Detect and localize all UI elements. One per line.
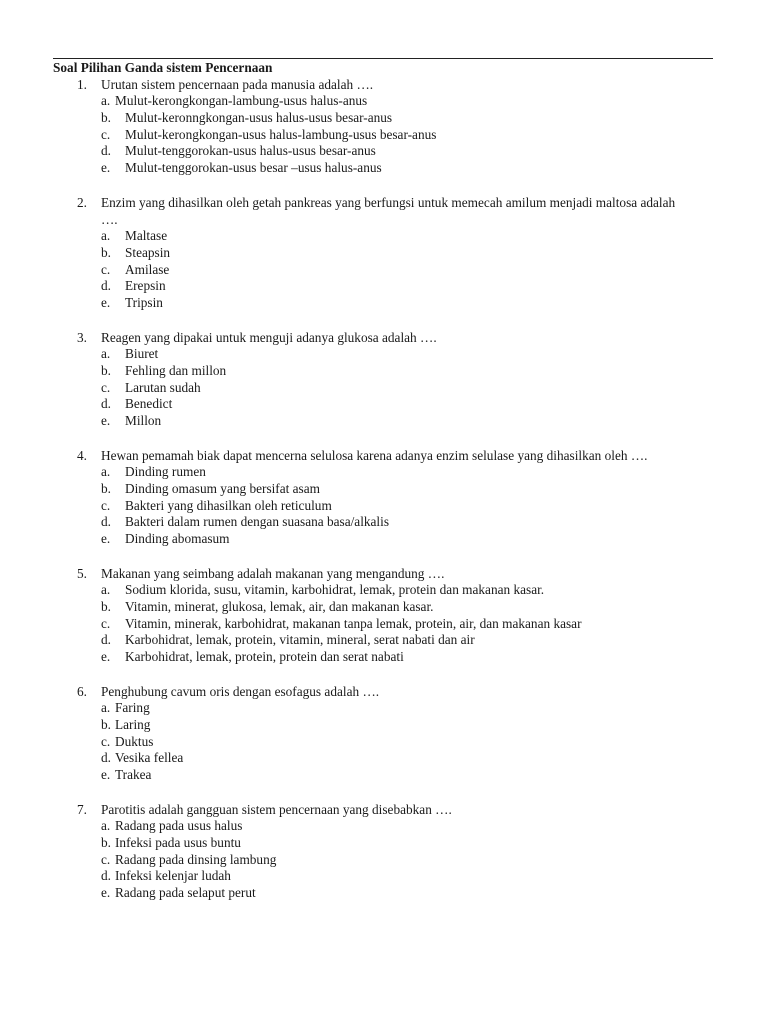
option-letter: d. <box>101 514 111 530</box>
question-number: 6. <box>77 683 87 699</box>
option-text: Faring <box>115 699 150 715</box>
option-letter: d. <box>101 632 111 648</box>
option-letter: b. <box>101 598 111 614</box>
option-text: Biuret <box>125 345 159 361</box>
answer-option <box>53 278 733 295</box>
option-text: Bakteri yang dihasilkan oleh reticulum <box>125 497 332 513</box>
answer-option <box>53 750 733 767</box>
answer-option <box>53 649 733 666</box>
option-text: Amilase <box>125 261 170 277</box>
answer-option <box>53 852 733 869</box>
answer-options <box>53 818 733 902</box>
answer-option <box>53 396 733 413</box>
answer-option <box>53 531 733 548</box>
option-letter: c. <box>101 126 111 142</box>
question-number: 7. <box>77 801 87 817</box>
question-7 <box>53 801 733 902</box>
option-text: Maltase <box>125 227 168 243</box>
option-letter: b. <box>101 109 111 125</box>
question-3 <box>53 329 733 447</box>
question-text: Enzim yang dihasilkan oleh getah pankreas yang berfungsi untuk memecah amilum menjadi maltosa adalah …. <box>101 194 676 227</box>
option-text: Dinding omasum yang bersifat asam <box>125 480 320 496</box>
option-letter: a. <box>101 227 111 243</box>
option-text: Karbohidrat, lemak, protein, vitamin, mineral, serat nabati dan air <box>125 632 475 648</box>
question-number: 3. <box>77 329 87 345</box>
answer-option <box>53 734 733 751</box>
option-text: Duktus <box>115 733 154 749</box>
option-letter: c. <box>101 261 111 277</box>
answer-option <box>53 363 733 380</box>
question-text: Urutan sistem pencernaan pada manusia adalah …. <box>101 77 374 92</box>
option-letter: d. <box>101 396 111 412</box>
option-letter: d. <box>101 143 111 159</box>
answer-options <box>53 93 733 177</box>
question-spacer <box>53 430 733 447</box>
option-letter: a. <box>101 817 111 833</box>
answer-option <box>53 127 733 144</box>
option-letter: b. <box>101 834 111 850</box>
option-text: Infeksi pada usus buntu <box>115 834 241 850</box>
option-text: Erepsin <box>125 278 166 294</box>
question-number: 4. <box>77 447 87 463</box>
option-text: Millon <box>125 413 162 429</box>
option-letter: c. <box>101 615 111 631</box>
answer-option <box>53 245 733 262</box>
answer-option <box>53 700 733 717</box>
option-letter: e. <box>101 531 111 547</box>
question-spacer <box>53 312 733 329</box>
answer-option <box>53 616 733 633</box>
option-text: Mulut-kerongkongan-usus halus-lambung-usus besar-anus <box>125 126 437 142</box>
option-letter: d. <box>101 278 111 294</box>
option-text: Dinding rumen <box>125 463 206 479</box>
answer-option <box>53 160 733 177</box>
question-spacer <box>53 784 733 801</box>
document-title: Soal Pilihan Ganda sistem Pencernaan <box>53 60 273 75</box>
option-letter: c. <box>101 497 111 513</box>
question-text: Reagen yang dipakai untuk menguji adanya glukosa adalah …. <box>101 329 437 345</box>
answer-options <box>53 582 733 666</box>
question-spacer <box>53 548 733 565</box>
option-text: Dinding abomasum <box>125 531 230 547</box>
option-letter: e. <box>101 295 111 311</box>
option-text: Mulut-kerongkongan-lambung-usus halus-anus <box>115 93 368 108</box>
option-text: Trakea <box>115 767 152 783</box>
question-stem <box>53 329 733 346</box>
answer-option <box>53 481 733 498</box>
question-stem <box>53 801 733 818</box>
option-letter: e. <box>101 413 111 429</box>
answer-option <box>53 868 733 885</box>
question-spacer <box>53 177 733 194</box>
answer-option <box>53 346 733 363</box>
option-text: Laring <box>115 716 151 732</box>
option-letter: b. <box>101 244 111 260</box>
answer-option <box>53 767 733 784</box>
question-2 <box>53 194 733 329</box>
answer-option <box>53 717 733 734</box>
question-stem <box>53 76 733 93</box>
question-text: Penghubung cavum oris dengan esofagus adalah …. <box>101 683 380 699</box>
question-5 <box>53 565 733 683</box>
question-spacer <box>53 666 733 683</box>
option-text: Sodium klorida, susu, vitamin, karbohidrat, lemak, protein dan makanan kasar. <box>125 581 545 597</box>
question-number: 1. <box>77 77 87 92</box>
option-text: Radang pada usus halus <box>115 817 243 833</box>
question-1 <box>53 76 733 194</box>
option-letter: e. <box>101 767 111 783</box>
option-letter: b. <box>101 480 111 496</box>
question-stem <box>53 683 733 700</box>
option-text: Tripsin <box>125 295 163 311</box>
answer-option <box>53 380 733 397</box>
option-letter: c. <box>101 379 111 395</box>
answer-option <box>53 228 733 245</box>
option-text: Mulut-keronngkongan-usus halus-usus besar-anus <box>125 109 393 125</box>
answer-option <box>53 93 733 110</box>
option-letter: c. <box>101 851 111 867</box>
question-stem <box>53 565 733 582</box>
option-text: Vesika fellea <box>115 750 184 766</box>
answer-option <box>53 885 733 902</box>
answer-option <box>53 295 733 312</box>
answer-option <box>53 582 733 599</box>
option-text: Vitamin, minerat, glukosa, lemak, air, dan makanan kasar. <box>125 598 434 614</box>
question-number: 2. <box>77 194 87 210</box>
answer-option <box>53 464 733 481</box>
option-letter: a. <box>101 93 111 108</box>
answer-options <box>53 346 733 430</box>
document-body <box>53 59 733 902</box>
answer-option <box>53 143 733 160</box>
question-text: Hewan pemamah biak dapat mencerna selulosa karena adanya enzim selulase yang dihasilkan oleh …. <box>101 447 648 463</box>
answer-option <box>53 632 733 649</box>
option-letter: a. <box>101 463 111 479</box>
option-letter: e. <box>101 885 111 901</box>
option-letter: b. <box>101 716 111 732</box>
answer-option <box>53 498 733 515</box>
question-stem <box>53 447 733 464</box>
answer-options <box>53 228 733 312</box>
question-list <box>53 76 733 902</box>
question-6 <box>53 683 733 801</box>
option-letter: a. <box>101 699 111 715</box>
question-text: Parotitis adalah gangguan sistem pencernaan yang disebabkan …. <box>101 801 452 817</box>
option-text: Mulut-tenggorokan-usus halus-usus besar-anus <box>125 143 376 159</box>
option-letter: c. <box>101 733 111 749</box>
question-stem <box>53 194 733 228</box>
answer-option <box>53 110 733 127</box>
answer-option <box>53 262 733 279</box>
option-text: Larutan sudah <box>125 379 201 395</box>
option-text: Steapsin <box>125 244 171 260</box>
option-text: Radang pada dinsing lambung <box>115 851 277 867</box>
option-text: Mulut-tenggorokan-usus besar –usus halus-anus <box>125 160 382 176</box>
option-text: Vitamin, minerak, karbohidrat, makanan tanpa lemak, protein, air, dan makanan kasar <box>125 615 582 631</box>
answer-option <box>53 514 733 531</box>
option-letter: b. <box>101 362 111 378</box>
option-letter: d. <box>101 868 111 884</box>
question-text: Makanan yang seimbang adalah makanan yang mengandung …. <box>101 565 445 581</box>
option-letter: e. <box>101 649 111 665</box>
answer-option <box>53 835 733 852</box>
option-text: Infeksi kelenjar ludah <box>115 868 231 884</box>
answer-options <box>53 464 733 548</box>
option-letter: e. <box>101 160 111 176</box>
question-number: 5. <box>77 565 87 581</box>
answer-option <box>53 818 733 835</box>
option-text: Fehling dan millon <box>125 362 227 378</box>
answer-options <box>53 700 733 784</box>
option-text: Benedict <box>125 396 173 412</box>
option-text: Bakteri dalam rumen dengan suasana basa/alkalis <box>125 514 389 530</box>
answer-option <box>53 413 733 430</box>
option-text: Radang pada selaput perut <box>115 885 256 901</box>
answer-option <box>53 599 733 616</box>
option-text: Karbohidrat, lemak, protein, protein dan serat nabati <box>125 649 404 665</box>
question-4 <box>53 447 733 565</box>
option-letter: a. <box>101 345 111 361</box>
option-letter: a. <box>101 581 111 597</box>
option-letter: d. <box>101 750 111 766</box>
